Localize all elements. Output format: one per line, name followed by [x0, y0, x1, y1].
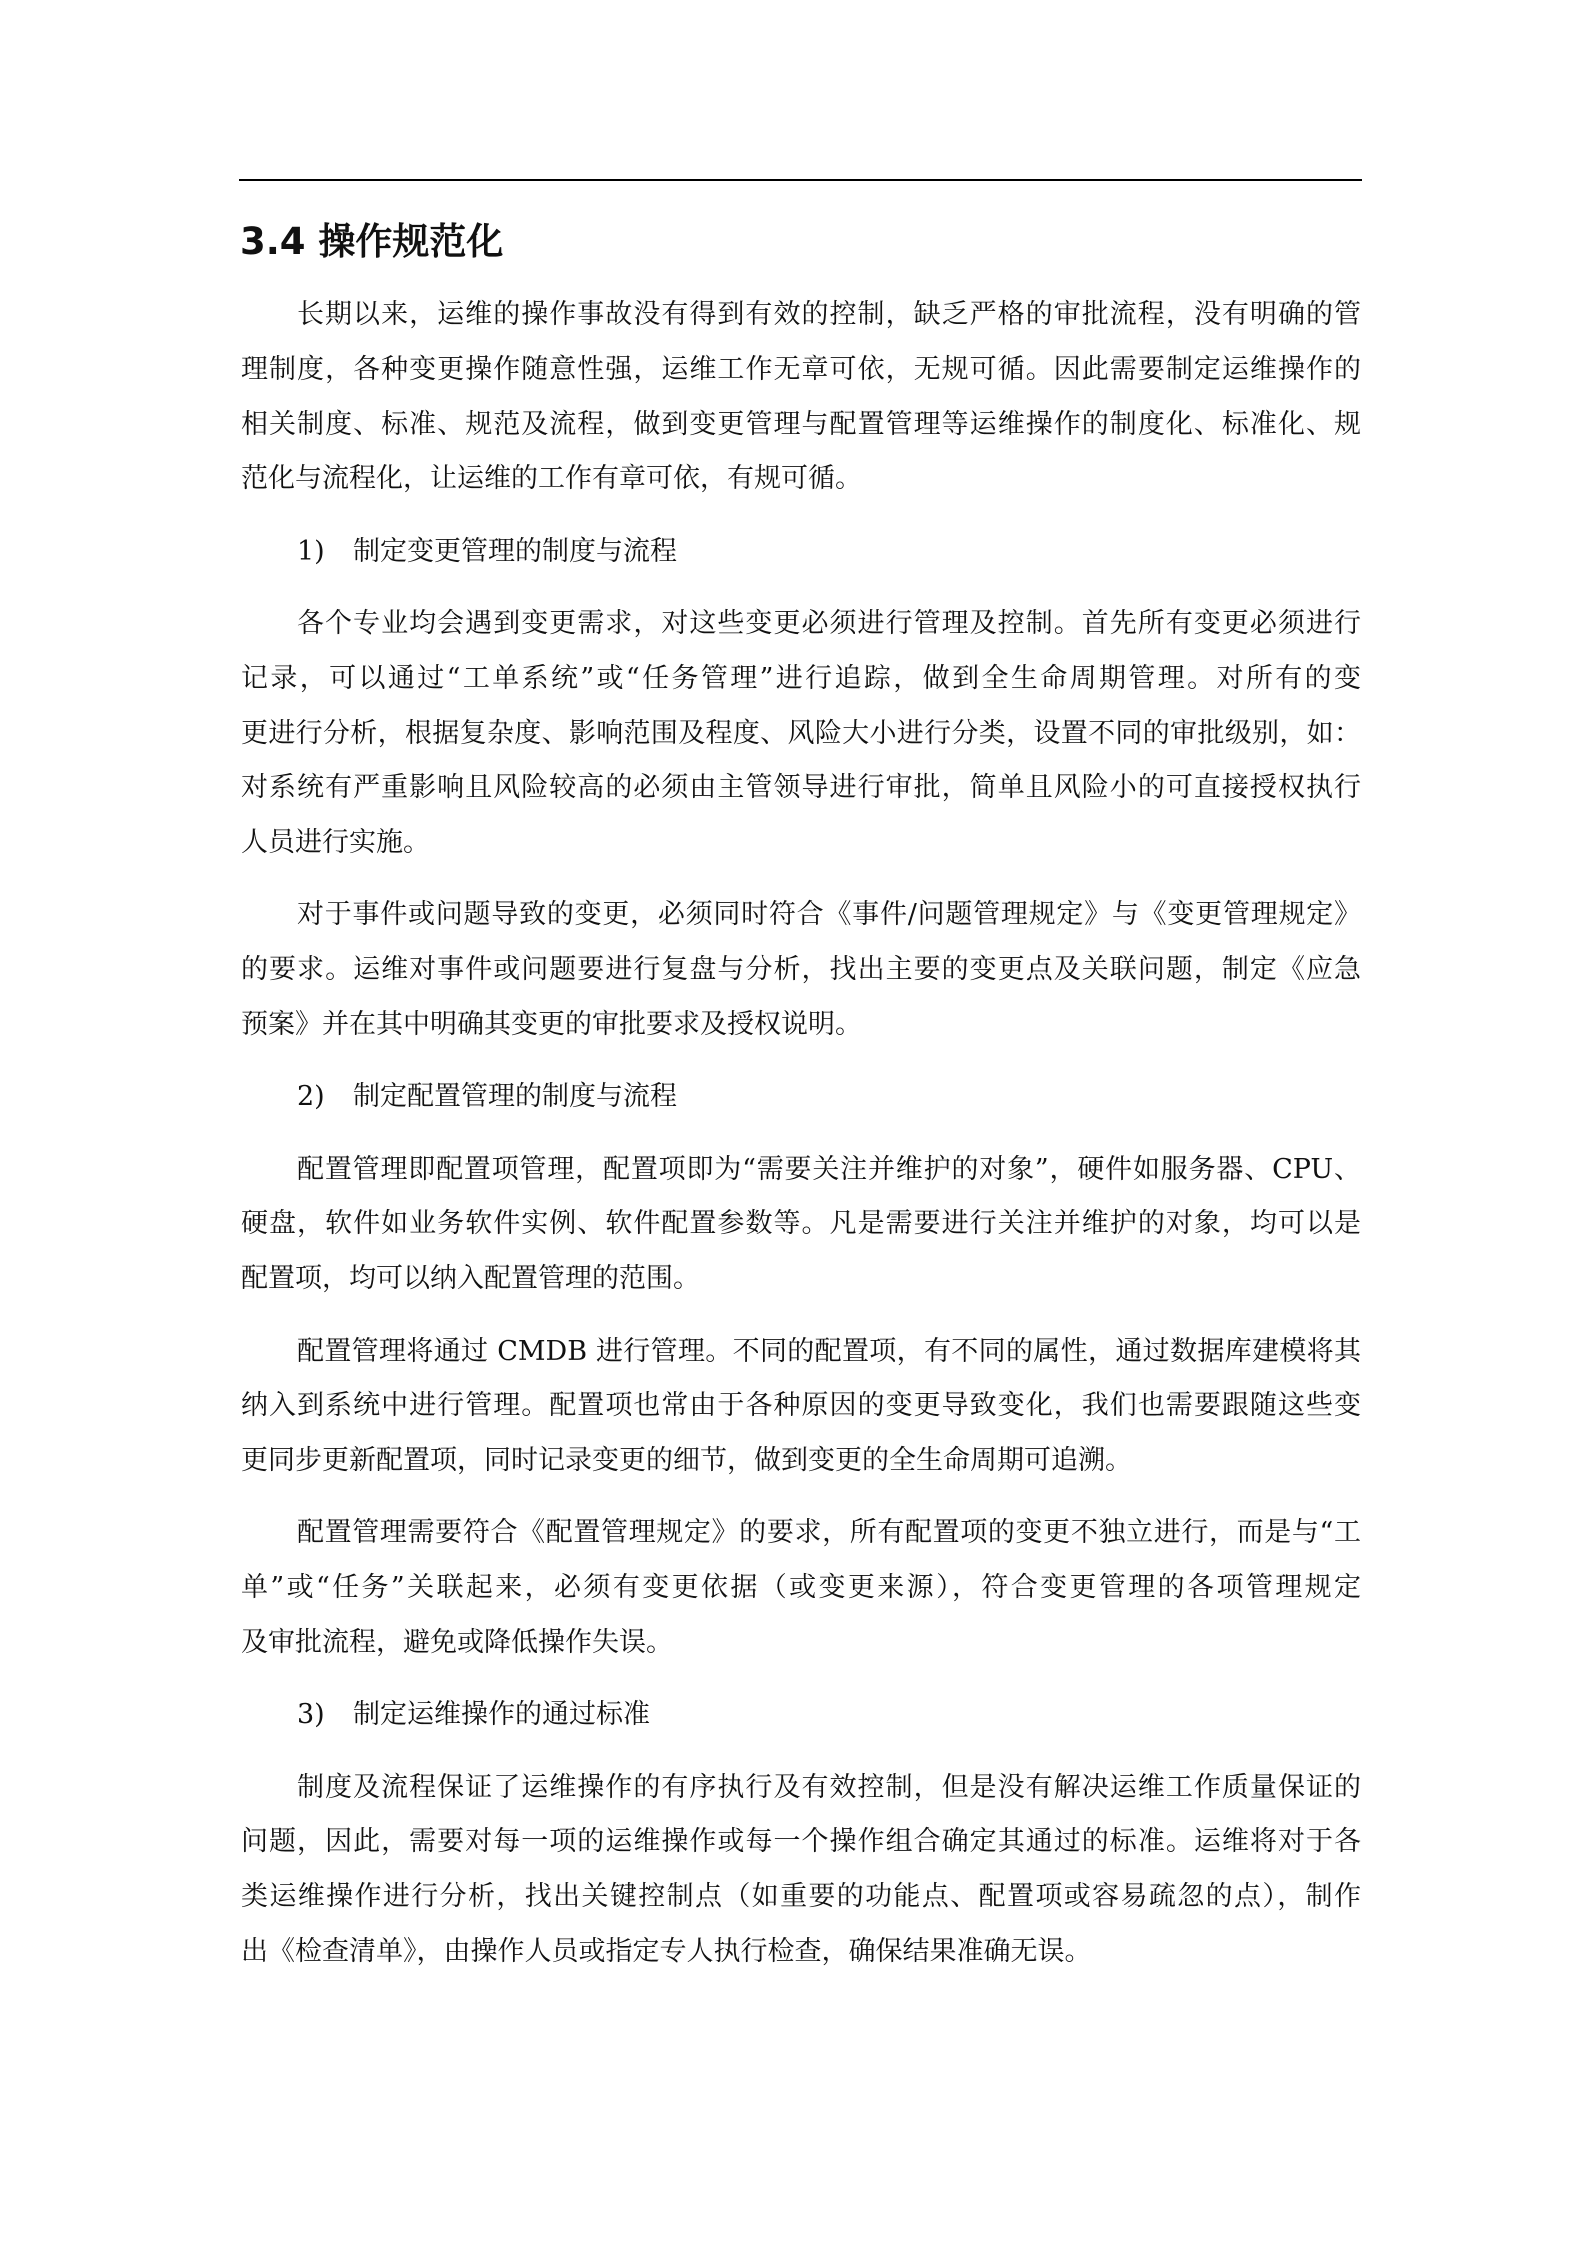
paragraph: [241, 1761, 1361, 1980]
paragraph-line: 理制度，各种变更操作随意性强，运维工作无章可依，无规可循。因此需要制定运维操作的: [241, 353, 1361, 385]
item-text: 制定运维操作的通过标准: [353, 1699, 650, 1731]
item-text: 制定变更管理的制度与流程: [353, 535, 677, 567]
item-number: 2): [297, 1081, 325, 1113]
paragraph-line: 的要求。运维对事件或问题要进行复盘与分析，找出主要的变更点及关联问题，制定《应急: [241, 954, 1361, 986]
paragraph-line: 配置管理即配置项管理，配置项即为“需要关注并维护的对象”，硬件如服务器、CPU、: [297, 1153, 1361, 1185]
paragraph-line: 配置项，均可以纳入配置管理的范围。: [241, 1263, 700, 1295]
paragraph-line: 相关制度、标准、规范及流程，做到变更管理与配置管理等运维操作的制度化、标准化、规: [241, 408, 1361, 440]
paragraph: [241, 1143, 1361, 1307]
section-heading: 3.4 操作规范化: [240, 220, 504, 263]
header-rule: [239, 179, 1362, 181]
paragraph-line: 问题，因此，需要对每一项的运维操作或每一个操作组合确定其通过的标准。运维将对于各: [241, 1826, 1361, 1858]
paragraph: [241, 1325, 1361, 1489]
paragraph: [241, 288, 1361, 507]
numbered-subheading: [241, 1070, 1361, 1125]
paragraph-line: 及审批流程，避免或降低操作失误。: [241, 1627, 673, 1659]
numbered-subheading: [241, 525, 1361, 580]
paragraph-line: 更同步更新配置项，同时记录变更的细节，做到变更的全生命周期可追溯。: [241, 1445, 1132, 1477]
paragraph-line: 单”或“任务”关联起来，必须有变更依据（或变更来源），符合变更管理的各项管理规定: [241, 1572, 1361, 1604]
paragraph-line: 类运维操作进行分析，找出关键控制点（如重要的功能点、配置项或容易疏忽的点），制作: [241, 1881, 1361, 1913]
item-text: 制定配置管理的制度与流程: [353, 1081, 677, 1113]
paragraph-line: 预案》并在其中明确其变更的审批要求及授权说明。: [241, 1009, 862, 1041]
paragraph-line: 纳入到系统中进行管理。配置项也常由于各种原因的变更导致变化，我们也需要跟随这些变: [241, 1390, 1361, 1422]
paragraph-line: 各个专业均会遇到变更需求，对这些变更必须进行管理及控制。首先所有变更必须进行: [297, 607, 1361, 639]
paragraph-line: 更进行分析，根据复杂度、影响范围及程度、风险大小进行分类，设置不同的审批级别，如：: [241, 717, 1361, 749]
numbered-subheading: [241, 1688, 1361, 1743]
paragraph-line: 长期以来，运维的操作事故没有得到有效的控制，缺乏严格的审批流程，没有明确的管: [297, 299, 1361, 330]
paragraph-line: 记录，可以通过“工单系统”或“任务管理”进行追踪，做到全生命周期管理。对所有的变: [241, 662, 1361, 694]
paragraph-line: 硬盘，软件如业务软件实例、软件配置参数等。凡是需要进行关注并维护的对象，均可以是: [241, 1208, 1361, 1240]
item-number: 1): [297, 535, 325, 567]
paragraph: [241, 597, 1361, 871]
paragraph: [241, 1506, 1361, 1670]
paragraph-line: 配置管理需要符合《配置管理规定》的要求，所有配置项的变更不独立进行，而是与“工: [297, 1517, 1361, 1549]
paragraph-line: 配置管理将通过 CMDB 进行管理。不同的配置项，有不同的属性，通过数据库建模将其: [297, 1335, 1361, 1367]
item-number: 3): [297, 1699, 325, 1731]
paragraph: [241, 888, 1361, 1052]
paragraph-line: 制度及流程保证了运维操作的有序执行及有效控制，但是没有解决运维工作质量保证的: [297, 1771, 1361, 1803]
paragraph-line: 对于事件或问题导致的变更，必须同时符合《事件/问题管理规定》与《变更管理规定》: [297, 899, 1361, 931]
paragraph-line: 人员进行实施。: [241, 827, 430, 859]
paragraph-line: 范化与流程化，让运维的工作有章可依，有规可循。: [241, 463, 862, 495]
paragraph-line: 出《检查清单》，由操作人员或指定专人执行检查，确保结果准确无误。: [241, 1936, 1092, 1968]
paragraph-line: 对系统有严重影响且风险较高的必须由主管领导进行审批，简单且风险小的可直接授权执行: [241, 772, 1361, 804]
document-body: [241, 288, 1361, 1997]
